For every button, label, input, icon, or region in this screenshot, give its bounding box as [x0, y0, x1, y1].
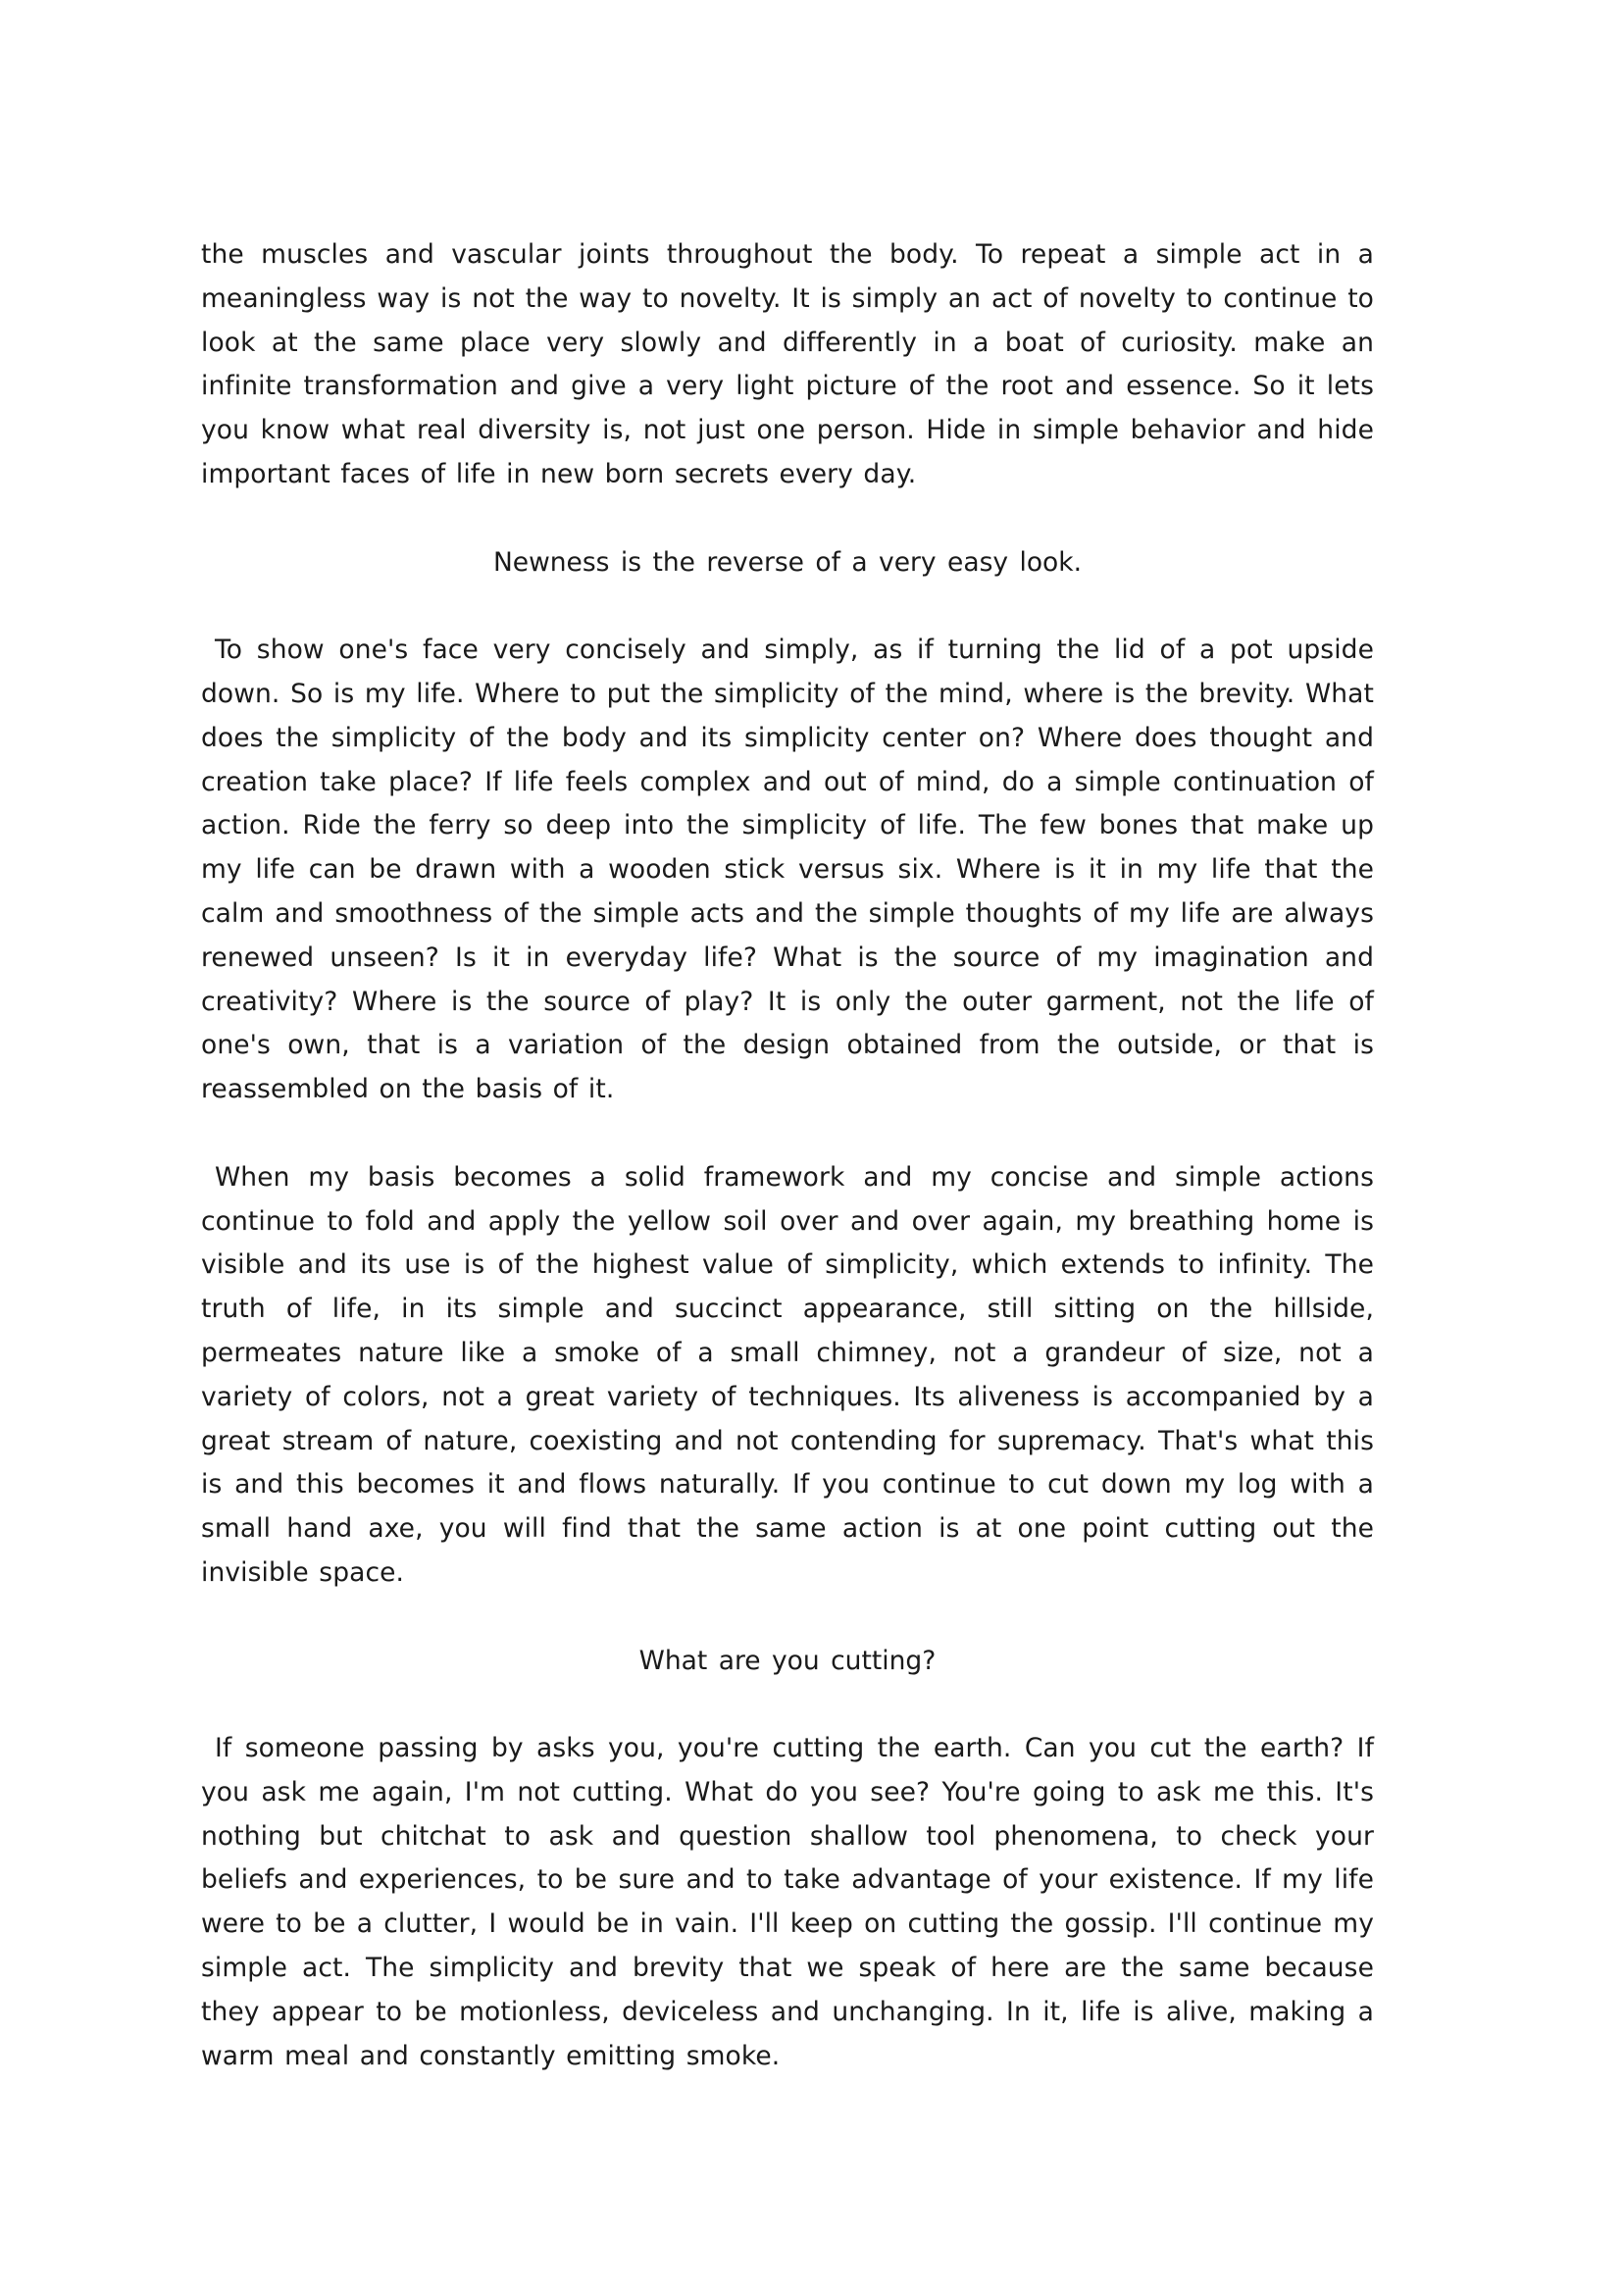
section-heading-cutting: What are you cutting?	[638, 1645, 937, 1676]
paragraph-4: If someone passing by asks you, you're cutting the earth. Can you cut the earth? If you ask me again, I'm not cutting. What do you see? You're going to ask me this. It's nothing but chitchat to ask and question shallow tool phenomena, to check your beliefs and experiences, to be sure and to take advantage of your existence. If my life were to be a clutter, I would be in vain. I'll keep on cutting the gossip. I'll continue my simple act. The simplicity and brevity that we speak of here are the same because they appear to be motionless, deviceless and unchanging. In it, life is alive, making a warm meal and constantly emitting smoke.	[201, 1733, 1374, 2071]
section-heading-newness: Newness is the reverse of a very easy look.	[492, 546, 1083, 578]
document-page	[201, 233, 1374, 2078]
paragraph-1: the muscles and vascular joints throughout the body. To repeat a simple act in a meaningless way is not the way to novelty. It is simply an act of novelty to continue to look at the same place very slowly and differently in a boat of curiosity. make an infinite transformation and give a very light picture of the root and essence. So it lets you know what real diversity is, not just one person. Hide in simple behavior and hide important faces of life in new born secrets every day.	[201, 239, 1374, 489]
paragraph-3: When my basis becomes a solid framework and my concise and simple actions continue to fold and apply the yellow soil over and over again, my breathing home is visible and its use is of the highest value of simplicity, which extends to infinity. The truth of life, in its simple and succinct appearance, still sitting on the hillside, permeates nature like a smoke of a small chimney, not a grandeur of size, not a variety of colors, not a great variety of techniques. Its aliveness is accompanied by a great stream of nature, coexisting and not contending for supremacy. That's what this is and this becomes it and flows naturally. If you continue to cut down my log with a small hand axe, you will find that the same action is at one point cutting out the invisible space.	[201, 1161, 1374, 1588]
paragraph-2: To show one's face very concisely and simply, as if turning the lid of a pot upside down. So is my life. Where to put the simplicity of the mind, where is the brevity. What does the simplicity of the body and its simplicity center on? Where does thought and creation take place? If life feels complex and out of mind, do a simple continuation of action. Ride the ferry so deep into the simplicity of life. The few bones that make up my life can be drawn with a wooden stick versus six. Where is it in my life that the calm and smoothness of the simple acts and the simple thoughts of my life are always renewed unseen? Is it in everyday life? What is the source of my imagination and creativity? Where is the source of play? It is only the outer garment, not the life of one's own, that is a variation of the design obtained from the outside, or that is reassembled on the basis of it.	[201, 635, 1374, 1105]
